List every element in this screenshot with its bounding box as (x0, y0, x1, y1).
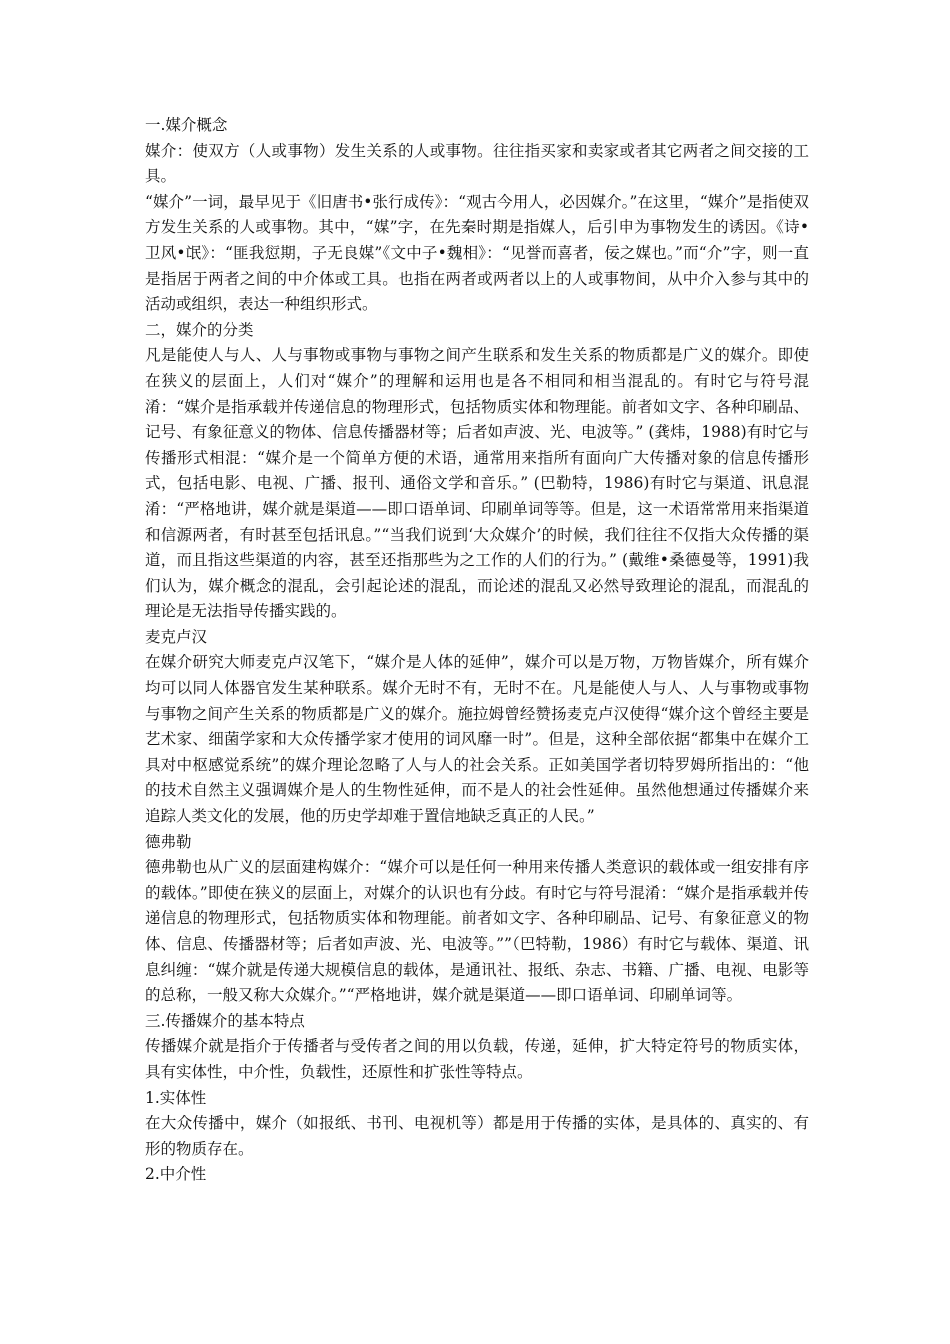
section-heading-classification: 二，媒介的分类 (145, 320, 254, 339)
paragraph-etymology: “媒介”一词，最早见于《旧唐书•张行成传》：“观古今用人，必因媒介。”在这里，“媒介”是指使双方发生关系的人或事物。其中，“媒”字，在先秦时期是指媒人，后引申为事物发生的诱因。《诗•卫风•氓》：“匪我愆期，子无良媒”《文中子•魏相》：“见誉而喜者，佞之媒也。”而“介”字，则一直是指居于两者之间的中介体或工具。也指在两者或两者以上的人或事物间，从中介入参与其中的活动或组织，表达一种组织形式。 (145, 192, 809, 314)
section-heading-mcluhan: 麦克卢汉 (145, 627, 208, 646)
document-page (145, 113, 809, 1188)
section-heading-defleur: 德弗勒 (145, 832, 192, 851)
paragraph-mcluhan: 在媒介研究大师麦克卢汉笔下，“媒介是人体的延伸”，媒介可以是万物，万物皆媒介，所有媒介均可以同人体器官发生某种联系。媒介无时不有，无时不在。凡是能使人与人、人与事物或事物与事物之间产生关系的物质都是广义的媒介。施拉姆曾经赞扬麦克卢汉使得“媒介这个曾经主要是艺术家、细菌学家和大众传播学家才使用的词风靡一时”。但是，这种全部依据“都集中在媒介工具对中枢感觉系统”的媒介理论忽略了人与人的社会关系。正如美国学者切特罗姆所指出的：“他的技术自然主义强调媒介是人的生物性延伸，而不是人的社会性延伸。虽然他想通过传播媒介来追踪人类文化的发展，他的历史学却难于置信地缺乏真正的人民。” (145, 653, 809, 826)
paragraph-features: 传播媒介就是指介于传播者与受传者之间的用以负载，传递，延伸，扩大特定符号的物质实体，具有实体性，中介性，负载性，还原性和扩张性等特点。 (145, 1037, 809, 1081)
paragraph-physicality: 在大众传播中，媒介（如报纸、书刊、电视机等）都是用于传播的实体，是具体的、真实的、有形的物质存在。 (145, 1114, 809, 1158)
subheading-physicality: 1.实体性 (145, 1088, 207, 1107)
subheading-intermediacy: 2.中介性 (145, 1165, 207, 1184)
paragraph-definition: 媒介：使双方（人或事物）发生关系的人或事物。往往指买家和卖家或者其它两者之间交接的工具。 (145, 141, 809, 186)
paragraph-defleur: 德弗勒也从广义的层面建构媒介：“媒介可以是任何一种用来传播人类意识的载体或一组安排有序的载体。”即使在狭义的层面上，对媒介的认识也有分歧。有时它与符号混淆：“媒介是指承载并传递信息的物理形式，包括物质实体和物理能。前者如文字、各种印刷品、记号、有象征意义的物体、信息、传播器材等；后者如声波、光、电波等。””（巴特勒，1986）有时它与载体、渠道、讯息纠缠：“媒介就是传递大规模信息的载体，是通讯社、报纸、杂志、书籍、广播、电视、电影等的总称，一般又称大众媒介。”“严格地讲，媒介就是渠道——即口语单词、印刷单词等。 (145, 858, 809, 1005)
paragraph-classification: 凡是能使人与人、人与事物或事物与事物之间产生联系和发生关系的物质都是广义的媒介。即使在狭义的层面上，人们对“媒介”的理解和运用也是各不相同和相当混乱的。有时它与符号混淆：“媒介是指承载并传递信息的物理形式，包括物质实体和物理能。前者如文字、各种印刷品、记号、有象征意义的物体、信息传播器材等；后者如声波、光、电波等。” (龚炜，1988)有时它与传播形式相混：“媒介是一个简单方便的术语，通常用来指所有面向广大传播对象的信息传播形式，包括电影、电视、广播、报刊、通俗文学和音乐。” (巴勒特，1986)有时它与渠道、讯息混淆：“严格地讲，媒介就是渠道——即口语单词、印刷单词等等。但是，这一术语常常用来指渠道和信源两者，有时甚至包括讯息。”“当我们说到‘大众媒介’的时候，我们往往不仅指大众传播的渠道，而且指这些渠道的内容，甚至还指那些为之工作的人们的行为。” (戴维•桑德曼等，1991)我们认为，媒介概念的混乱，会引起论述的混乱，而论述的混乱又必然导致理论的混乱，而混乱的理论是无法指导传播实践的。 (145, 346, 809, 621)
section-heading-concept: 一.媒介概念 (145, 116, 228, 134)
section-heading-features: 三.传播媒介的基本特点 (145, 1011, 305, 1030)
